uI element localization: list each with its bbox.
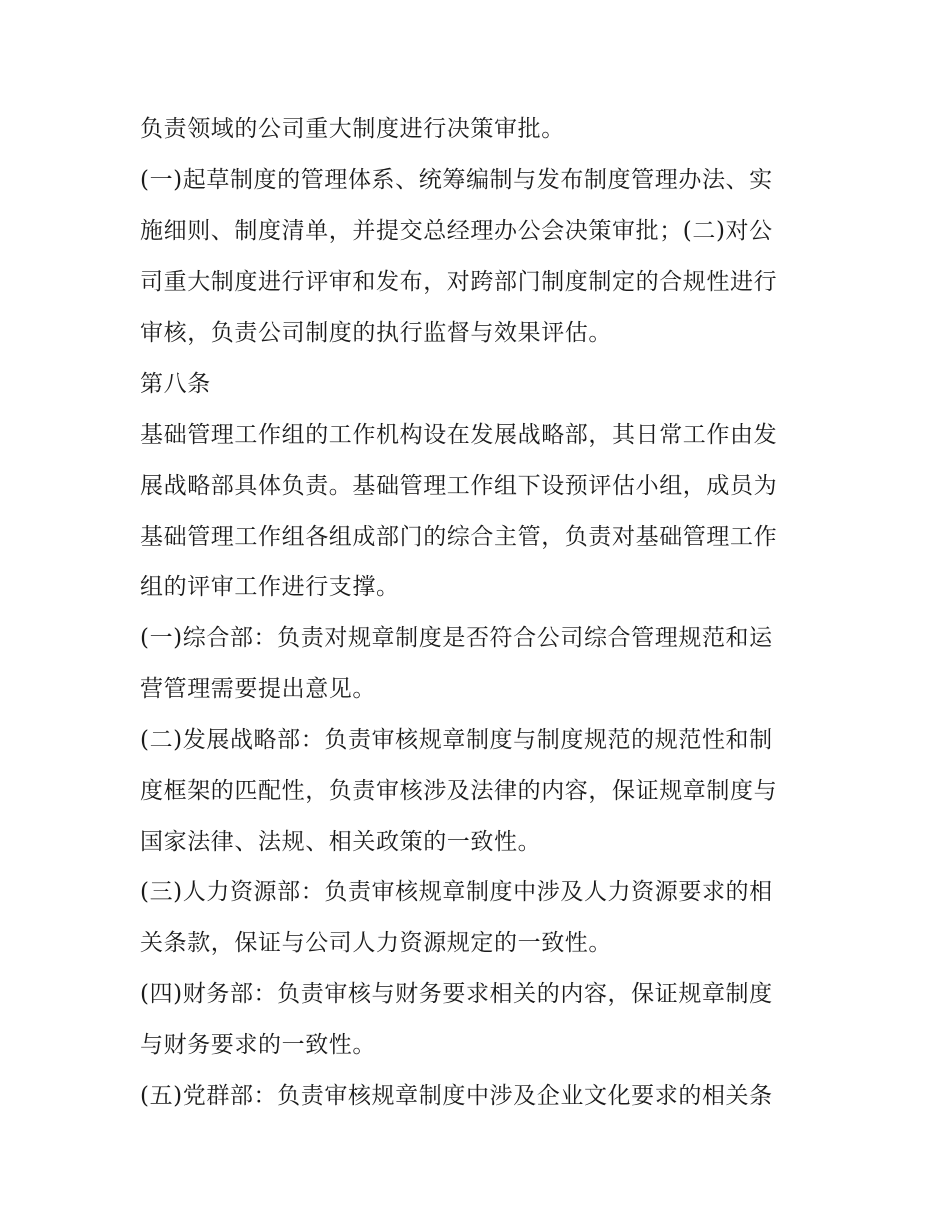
text-line-4: 司重大制度进行评审和发布，对跨部门制度制定的合规性进行 <box>140 269 778 295</box>
text-line-7: 基础管理工作组的工作机构设在发展战略部，其日常工作由发 <box>140 422 778 448</box>
text-line-20: (五)党群部：负责审核规章制度中涉及企业文化要求的相关条 <box>140 1083 773 1109</box>
text-line-15: 国家法律、法规、相关政策的一致性。 <box>140 829 542 855</box>
text-line-3: 施细则、制度清单，并提交总经理办公会决策审批；(二)对公 <box>140 218 773 244</box>
text-line-1: 负责领域的公司重大制度进行决策审批。 <box>140 116 565 142</box>
text-line-8: 展战略部具体负责。基础管理工作组下设预评估小组，成员为 <box>140 473 778 499</box>
text-line-17: 关条款，保证与公司人力资源规定的一致性。 <box>140 930 612 956</box>
article-heading: 第八条 <box>140 371 211 397</box>
text-line-13: (二)发展战略部：负责审核规章制度与制度规范的规范性和制 <box>140 727 773 753</box>
text-line-12: 营管理需要提出意见。 <box>140 676 376 702</box>
text-line-11: (一)综合部：负责对规章制度是否符合公司综合管理规范和运 <box>140 625 773 651</box>
text-line-18: (四)财务部：负责审核与财务要求相关的内容，保证规章制度 <box>140 981 773 1007</box>
text-line-14: 度框架的匹配性，负责审核涉及法律的内容，保证规章制度与 <box>140 778 778 804</box>
text-line-16: (三)人力资源部：负责审核规章制度中涉及人力资源要求的相 <box>140 879 773 905</box>
text-line-2: (一)起草制度的管理体系、统筹编制与发布制度管理办法、实 <box>140 167 773 193</box>
text-line-19: 与财务要求的一致性。 <box>140 1032 376 1058</box>
text-line-9: 基础管理工作组各组成部门的综合主管，负责对基础管理工作 <box>140 524 778 550</box>
text-line-5: 审核，负责公司制度的执行监督与效果评估。 <box>140 320 612 346</box>
text-line-10: 组的评审工作进行支撑。 <box>140 574 400 600</box>
